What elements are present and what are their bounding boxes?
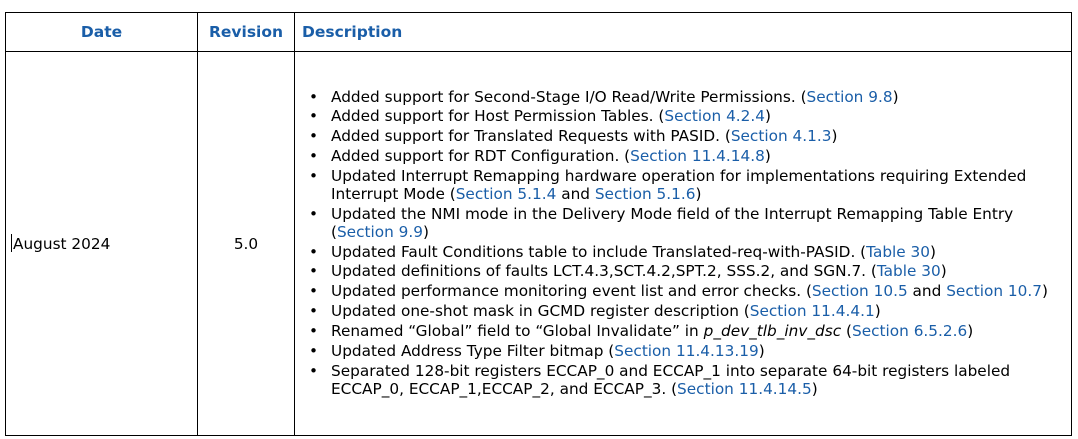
bullet-icon: • — [309, 167, 319, 186]
text-cursor — [11, 234, 12, 252]
revision-history-table-container — [5, 12, 1072, 436]
item-text: Updated Fault Conditions table to include Translated-req-with-PASID. ( — [331, 242, 867, 261]
table-row — [6, 52, 1072, 436]
item-text: ) — [892, 87, 899, 106]
item-text: Updated definitions of faults LCT.4.3,SCT.4.2,SPT.2, SSS.2, and SGN.7. ( — [331, 262, 877, 281]
list-item — [309, 363, 1065, 399]
item-code-text: p_dev_tlb_inv_dsc — [703, 322, 842, 341]
bullet-icon: • — [309, 361, 319, 380]
item-text: ) — [695, 184, 702, 203]
list-item — [309, 263, 1065, 281]
item-text: Separated 128-bit registers ECCAP_0 and ECCAP_1 into separate 64-bit registers labeled ECCAP_0, ECCAP_1,ECCAP_2, and ECCAP_3. ( — [331, 361, 1011, 398]
bullet-icon: • — [309, 87, 319, 106]
list-item — [309, 148, 1065, 166]
list-item — [309, 206, 1065, 242]
item-text: and — [907, 282, 947, 301]
section-link[interactable]: Section 5.1.6 — [594, 184, 696, 203]
item-text: Updated performance monitoring event list and error checks. ( — [331, 282, 812, 301]
list-item — [309, 168, 1065, 204]
list-item — [309, 283, 1065, 301]
item-text: Renamed “Global” field to “Global Invalidate” in — [331, 322, 704, 341]
item-text: ) — [874, 302, 881, 321]
item-text: Updated Interrupt Remapping hardware operation for implementations requiring Extended Interrupt Mode ( — [331, 167, 1027, 203]
revision-column-header: Revision — [198, 13, 295, 52]
bullet-icon: • — [309, 322, 319, 341]
item-text: Updated the NMI mode in the Delivery Mode field of the Interrupt Remapping Table Entry ( — [331, 204, 1014, 241]
section-link[interactable]: Section 6.5.2.6 — [852, 322, 968, 341]
bullet-icon: • — [309, 147, 319, 166]
list-item — [309, 303, 1065, 321]
item-text: ) — [764, 147, 771, 166]
list-item — [309, 89, 1065, 107]
item-text: Added support for Second-Stage I/O Read/Write Permissions. ( — [331, 87, 807, 106]
list-item — [309, 244, 1065, 262]
section-link[interactable]: Section 4.2.4 — [664, 107, 765, 126]
section-link[interactable]: Section 11.4.13.19 — [614, 341, 759, 360]
bullet-icon: • — [309, 302, 319, 321]
section-link[interactable]: Section 9.9 — [336, 222, 423, 241]
bullet-icon: • — [309, 204, 319, 223]
section-link[interactable]: Section 4.1.3 — [730, 127, 832, 146]
description-list — [309, 89, 1065, 399]
list-item — [309, 323, 1065, 341]
description-cell — [295, 52, 1072, 436]
revision-cell — [198, 52, 295, 436]
item-text: Added support for RDT Configuration. ( — [331, 147, 631, 166]
bullet-icon: • — [309, 242, 319, 261]
section-link[interactable]: Section 5.1.4 — [455, 184, 557, 203]
list-item — [309, 108, 1065, 126]
section-link[interactable]: Section 11.4.4.1 — [749, 302, 875, 321]
item-text: ) — [1041, 282, 1048, 301]
item-text: ) — [940, 262, 947, 281]
item-text: Updated one-shot mask in GCMD register description ( — [331, 302, 750, 321]
item-text: and — [556, 184, 595, 203]
list-item — [309, 128, 1065, 146]
section-link[interactable]: Section 10.5 — [811, 282, 908, 301]
header-row — [6, 13, 1072, 52]
item-text: Added support for Host Permission Tables. ( — [331, 107, 665, 126]
item-text: ) — [831, 127, 838, 146]
item-text: ) — [758, 341, 765, 360]
revision-history-table — [5, 12, 1072, 436]
section-link[interactable]: Section 10.7 — [946, 282, 1042, 301]
item-text: ) — [967, 322, 974, 341]
bullet-icon: • — [309, 107, 319, 126]
item-text: ) — [811, 379, 818, 398]
section-link[interactable]: Section 11.4.14.8 — [630, 147, 765, 166]
section-link[interactable]: Section 9.8 — [806, 87, 893, 106]
revision-value: 5.0 — [233, 234, 259, 253]
bullet-icon: • — [309, 282, 319, 301]
item-text: Updated Address Type Filter bitmap ( — [331, 341, 615, 360]
list-item — [309, 343, 1065, 361]
item-text: Added support for Translated Requests with PASID. ( — [331, 127, 731, 146]
description-column-header: Description — [295, 13, 1072, 52]
section-link[interactable]: Table 30 — [876, 262, 941, 281]
date-cell[interactable] — [6, 52, 198, 436]
date-column-header: Date — [6, 13, 198, 52]
bullet-icon: • — [309, 127, 319, 146]
bullet-icon: • — [309, 262, 319, 281]
item-text: ) — [765, 107, 771, 126]
section-link[interactable]: Section 11.4.14.5 — [677, 379, 812, 398]
bullet-icon: • — [309, 341, 319, 360]
item-text: ) — [423, 222, 429, 241]
item-text: ( — [841, 322, 852, 341]
section-link[interactable]: Table 30 — [866, 242, 931, 261]
date-value: August 2024 — [13, 235, 111, 253]
item-text: ) — [930, 242, 936, 261]
